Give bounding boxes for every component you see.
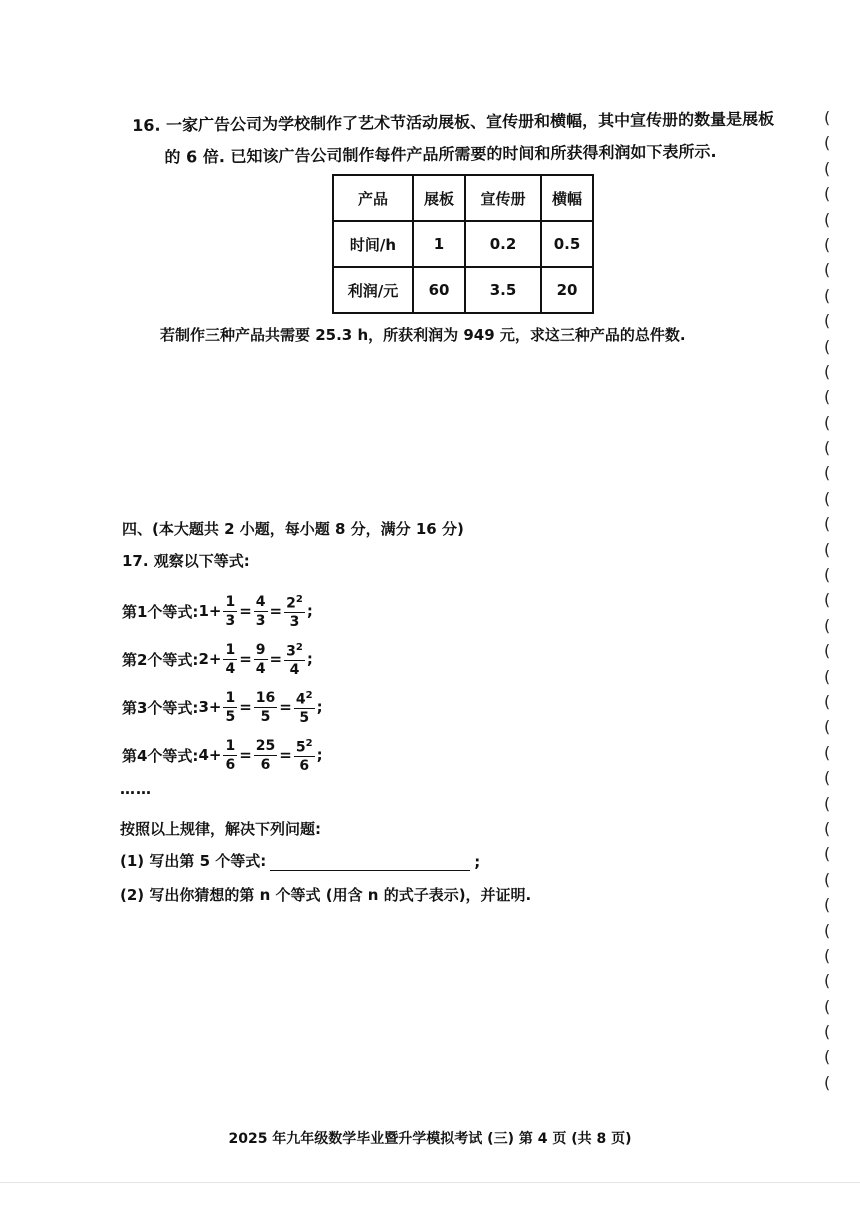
answer-blank[interactable] [270, 852, 470, 871]
question-text-line2: 的 6 倍. 已知该广告公司制作每件产品所需要的时间和所获得利润如下表所示. [164, 141, 717, 167]
fraction: $\frac{2^2}{3}$ [284, 591, 305, 632]
table-cell: 1 [413, 221, 465, 267]
equation-label: 第4个等式: [122, 746, 199, 765]
fraction: $\frac{5^2}{6}$ [294, 735, 315, 776]
equation-term: 2 [198, 650, 209, 668]
equation-4: 第4个等式: 4 + $\frac{1}{6}$ = $\frac{25}{6}$ = $\frac{5^2}{6}$ ; [122, 730, 323, 780]
question-16 [132, 103, 793, 174]
product-table [332, 174, 594, 314]
binding-edge-marks: ( ( ( ( ( ( ( ( ( ( ( ( ( ( ( ( ( ( ( ( ( ( ( ( ( ( ( ( ( ( ( ( ( ( ( ( ( ( ( [824, 108, 831, 1092]
table-cell: 60 [413, 267, 465, 313]
part-2: (2) 写出你猜想的第 n 个等式 (用含 n 的式子表示)，并证明. [120, 886, 532, 904]
fraction: $\frac{9}{4}$ [255, 641, 266, 677]
fraction: $\frac{16}{5}$ [255, 689, 276, 725]
table-header-cell: 展板 [413, 175, 465, 221]
table-cell: 20 [541, 267, 593, 313]
equation-2: 第2个等式: 2 + $\frac{1}{4}$ = $\frac{9}{4}$ = $\frac{3^2}{4}$ ; [122, 634, 313, 684]
fraction: $\frac{3^2}{4}$ [284, 639, 305, 680]
question-17-intro: 17. 观察以下等式: [122, 552, 250, 570]
table-header-row [333, 175, 593, 221]
table-cell: 利润/元 [333, 267, 413, 313]
section-4-heading: 四、(本大题共 2 小题，每小题 8 分，满分 16 分) [122, 520, 464, 538]
fraction: $\frac{1}{5}$ [225, 689, 236, 725]
question-16-ask: 若制作三种产品共需要 25.3 h，所获利润为 949 元，求这三种产品的总件数. [160, 326, 686, 344]
equation-label: 第2个等式: [122, 650, 199, 669]
question-text-line1: 一家广告公司为学校制作了艺术节活动展板、宣传册和横幅，其中宣传册的数量是展板 [165, 109, 775, 135]
equation-3: 第3个等式: 3 + $\frac{1}{5}$ = $\frac{16}{5}$ = $\frac{4^2}{5}$ ; [122, 682, 323, 732]
table-cell: 时间/h [333, 221, 413, 267]
table-cell: 3.5 [465, 267, 541, 313]
table-cell: 0.2 [465, 221, 541, 267]
table-header-cell: 宣传册 [465, 175, 541, 221]
fraction: $\frac{4}{3}$ [255, 593, 266, 629]
equation-label: 第1个等式: [122, 602, 199, 621]
part-1: (1) 写出第 5 个等式: ; [120, 852, 481, 871]
equation-1: 第1个等式: 1 + $\frac{1}{3}$ = $\frac{4}{3}$ = $\frac{2^2}{3}$ ; [122, 586, 313, 636]
table-row [333, 267, 593, 313]
table-row [333, 221, 593, 267]
table-cell: 0.5 [541, 221, 593, 267]
fraction: $\frac{25}{6}$ [255, 737, 276, 773]
fraction: $\frac{1}{6}$ [225, 737, 236, 773]
fraction: $\frac{4^2}{5}$ [294, 687, 315, 728]
rule-instruction: 按照以上规律，解决下列问题: [120, 820, 321, 838]
equation-term: 1 [198, 602, 209, 620]
question-number: 16. [132, 115, 161, 135]
equation-label: 第3个等式: [122, 698, 199, 717]
bottom-divider [0, 1182, 860, 1183]
equation-term: 4 [198, 746, 209, 764]
ellipsis: …… [120, 780, 152, 798]
fraction: $\frac{1}{3}$ [225, 593, 236, 629]
table-header-cell: 产品 [333, 175, 413, 221]
table-header-cell: 横幅 [541, 175, 593, 221]
fraction: $\frac{1}{4}$ [225, 641, 236, 677]
page-footer: 2025 年九年级数学毕业暨升学模拟考试 (三) 第 4 页 (共 8 页) [228, 1131, 632, 1147]
equation-term: 3 [198, 698, 209, 716]
part-1-text: (1) 写出第 5 个等式: [120, 852, 267, 870]
